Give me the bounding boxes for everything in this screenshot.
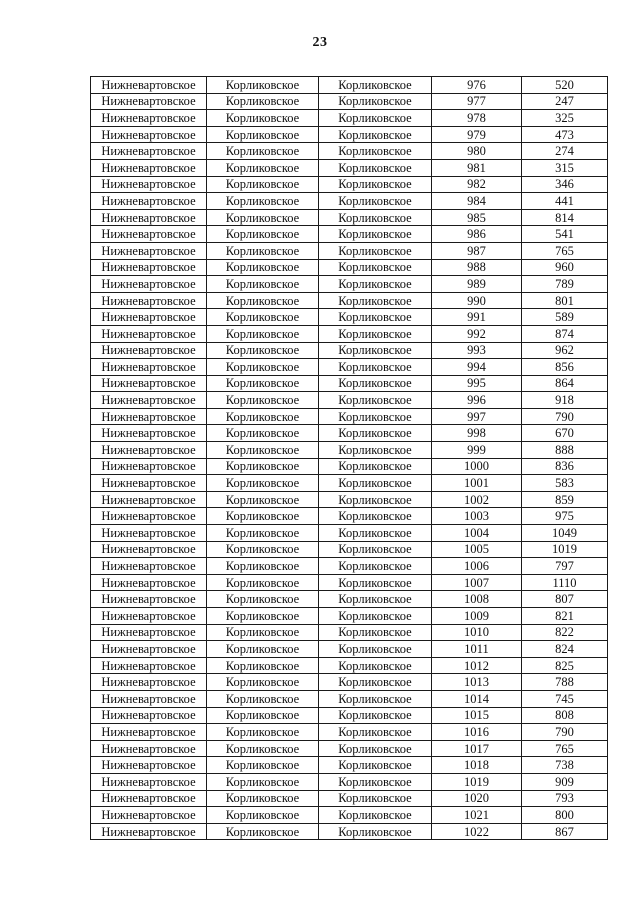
field-cell: Корликовское	[319, 126, 432, 143]
table-row	[91, 226, 608, 243]
value-cell: 670	[522, 425, 608, 442]
value-cell: 315	[522, 159, 608, 176]
well-number-cell: 995	[432, 375, 522, 392]
value-cell: 738	[522, 757, 608, 774]
field-cell: Корликовское	[319, 475, 432, 492]
field-cell: Корликовское	[319, 209, 432, 226]
table-row	[91, 110, 608, 127]
well-number-cell: 1007	[432, 574, 522, 591]
well-number-cell: 1022	[432, 823, 522, 840]
license-area-cell: Корликовское	[207, 425, 319, 442]
field-cell: Корликовское	[319, 77, 432, 94]
value-cell: 867	[522, 823, 608, 840]
region-cell: Нижневартовское	[91, 110, 207, 127]
well-number-cell: 986	[432, 226, 522, 243]
well-number-cell: 999	[432, 442, 522, 459]
region-cell: Нижневартовское	[91, 790, 207, 807]
region-cell: Нижневартовское	[91, 591, 207, 608]
table-row	[91, 657, 608, 674]
field-cell: Корликовское	[319, 724, 432, 741]
value-cell: 822	[522, 624, 608, 641]
field-cell: Корликовское	[319, 690, 432, 707]
table-row	[91, 707, 608, 724]
field-cell: Корликовское	[319, 425, 432, 442]
license-area-cell: Корликовское	[207, 790, 319, 807]
value-cell: 765	[522, 740, 608, 757]
region-cell: Нижневартовское	[91, 525, 207, 542]
well-number-cell: 977	[432, 93, 522, 110]
field-cell: Корликовское	[319, 807, 432, 824]
field-cell: Корликовское	[319, 541, 432, 558]
well-number-cell: 1016	[432, 724, 522, 741]
region-cell: Нижневартовское	[91, 508, 207, 525]
region-cell: Нижневартовское	[91, 624, 207, 641]
field-cell: Корликовское	[319, 110, 432, 127]
field-cell: Корликовское	[319, 259, 432, 276]
region-cell: Нижневартовское	[91, 77, 207, 94]
license-area-cell: Корликовское	[207, 292, 319, 309]
value-cell: 864	[522, 375, 608, 392]
table-row	[91, 525, 608, 542]
table-row	[91, 359, 608, 376]
table-row	[91, 392, 608, 409]
license-area-cell: Корликовское	[207, 574, 319, 591]
license-area-cell: Корликовское	[207, 209, 319, 226]
value-cell: 789	[522, 276, 608, 293]
well-number-cell: 1003	[432, 508, 522, 525]
well-number-cell: 1004	[432, 525, 522, 542]
license-area-cell: Корликовское	[207, 608, 319, 625]
field-cell: Корликовское	[319, 641, 432, 658]
field-cell: Корликовское	[319, 226, 432, 243]
field-cell: Корликовское	[319, 375, 432, 392]
table-row	[91, 193, 608, 210]
table-row	[91, 491, 608, 508]
field-cell: Корликовское	[319, 442, 432, 459]
license-area-cell: Корликовское	[207, 159, 319, 176]
table-row	[91, 309, 608, 326]
field-cell: Корликовское	[319, 657, 432, 674]
license-area-cell: Корликовское	[207, 259, 319, 276]
region-cell: Нижневартовское	[91, 259, 207, 276]
region-cell: Нижневартовское	[91, 690, 207, 707]
field-cell: Корликовское	[319, 773, 432, 790]
region-cell: Нижневартовское	[91, 558, 207, 575]
value-cell: 247	[522, 93, 608, 110]
well-number-cell: 982	[432, 176, 522, 193]
region-cell: Нижневартовское	[91, 823, 207, 840]
value-cell: 874	[522, 325, 608, 342]
field-cell: Корликовское	[319, 558, 432, 575]
well-number-cell: 980	[432, 143, 522, 160]
well-number-cell: 997	[432, 408, 522, 425]
table-row	[91, 641, 608, 658]
license-area-cell: Корликовское	[207, 491, 319, 508]
field-cell: Корликовское	[319, 325, 432, 342]
table-row	[91, 475, 608, 492]
value-cell: 825	[522, 657, 608, 674]
table-row	[91, 508, 608, 525]
table-row	[91, 325, 608, 342]
license-area-cell: Корликовское	[207, 773, 319, 790]
well-number-cell: 1002	[432, 491, 522, 508]
field-cell: Корликовское	[319, 823, 432, 840]
value-cell: 441	[522, 193, 608, 210]
records-table	[90, 76, 608, 840]
table-row	[91, 259, 608, 276]
region-cell: Нижневартовское	[91, 724, 207, 741]
value-cell: 824	[522, 641, 608, 658]
region-cell: Нижневартовское	[91, 176, 207, 193]
well-number-cell: 991	[432, 309, 522, 326]
table-row	[91, 790, 608, 807]
well-number-cell: 992	[432, 325, 522, 342]
table-row	[91, 624, 608, 641]
value-cell: 520	[522, 77, 608, 94]
well-number-cell: 1012	[432, 657, 522, 674]
license-area-cell: Корликовское	[207, 375, 319, 392]
table-row	[91, 608, 608, 625]
license-area-cell: Корликовское	[207, 325, 319, 342]
table-row	[91, 143, 608, 160]
table-row	[91, 757, 608, 774]
well-number-cell: 1020	[432, 790, 522, 807]
license-area-cell: Корликовское	[207, 525, 319, 542]
region-cell: Нижневартовское	[91, 226, 207, 243]
license-area-cell: Корликовское	[207, 408, 319, 425]
region-cell: Нижневартовское	[91, 292, 207, 309]
well-number-cell: 1015	[432, 707, 522, 724]
license-area-cell: Корликовское	[207, 458, 319, 475]
table-row	[91, 425, 608, 442]
table-row	[91, 740, 608, 757]
license-area-cell: Корликовское	[207, 359, 319, 376]
region-cell: Нижневартовское	[91, 425, 207, 442]
value-cell: 473	[522, 126, 608, 143]
license-area-cell: Корликовское	[207, 242, 319, 259]
field-cell: Корликовское	[319, 624, 432, 641]
region-cell: Нижневартовское	[91, 707, 207, 724]
license-area-cell: Корликовское	[207, 276, 319, 293]
table-row	[91, 574, 608, 591]
table-row	[91, 77, 608, 94]
region-cell: Нижневартовское	[91, 93, 207, 110]
well-number-cell: 978	[432, 110, 522, 127]
well-number-cell: 1000	[432, 458, 522, 475]
well-number-cell: 1010	[432, 624, 522, 641]
value-cell: 960	[522, 259, 608, 276]
well-number-cell: 1018	[432, 757, 522, 774]
license-area-cell: Корликовское	[207, 690, 319, 707]
well-number-cell: 993	[432, 342, 522, 359]
value-cell: 790	[522, 408, 608, 425]
value-cell: 1019	[522, 541, 608, 558]
license-area-cell: Корликовское	[207, 143, 319, 160]
table-row	[91, 442, 608, 459]
field-cell: Корликовское	[319, 292, 432, 309]
table-row	[91, 690, 608, 707]
well-number-cell: 985	[432, 209, 522, 226]
well-number-cell: 979	[432, 126, 522, 143]
field-cell: Корликовское	[319, 93, 432, 110]
license-area-cell: Корликовское	[207, 624, 319, 641]
value-cell: 808	[522, 707, 608, 724]
region-cell: Нижневартовское	[91, 193, 207, 210]
value-cell: 325	[522, 110, 608, 127]
well-number-cell: 1013	[432, 674, 522, 691]
value-cell: 589	[522, 309, 608, 326]
field-cell: Корликовское	[319, 740, 432, 757]
field-cell: Корликовское	[319, 608, 432, 625]
region-cell: Нижневартовское	[91, 491, 207, 508]
field-cell: Корликовское	[319, 276, 432, 293]
well-number-cell: 1014	[432, 690, 522, 707]
well-number-cell: 990	[432, 292, 522, 309]
license-area-cell: Корликовское	[207, 674, 319, 691]
value-cell: 918	[522, 392, 608, 409]
region-cell: Нижневартовское	[91, 740, 207, 757]
table-row	[91, 276, 608, 293]
value-cell: 765	[522, 242, 608, 259]
value-cell: 1049	[522, 525, 608, 542]
value-cell: 807	[522, 591, 608, 608]
region-cell: Нижневартовское	[91, 309, 207, 326]
license-area-cell: Корликовское	[207, 442, 319, 459]
license-area-cell: Корликовское	[207, 757, 319, 774]
region-cell: Нижневартовское	[91, 375, 207, 392]
table-row	[91, 807, 608, 824]
license-area-cell: Корликовское	[207, 724, 319, 741]
value-cell: 888	[522, 442, 608, 459]
field-cell: Корликовское	[319, 491, 432, 508]
well-number-cell: 1005	[432, 541, 522, 558]
well-number-cell: 976	[432, 77, 522, 94]
license-area-cell: Корликовское	[207, 110, 319, 127]
value-cell: 541	[522, 226, 608, 243]
value-cell: 801	[522, 292, 608, 309]
well-number-cell: 984	[432, 193, 522, 210]
region-cell: Нижневартовское	[91, 392, 207, 409]
license-area-cell: Корликовское	[207, 126, 319, 143]
region-cell: Нижневартовское	[91, 608, 207, 625]
field-cell: Корликовское	[319, 574, 432, 591]
table-row	[91, 126, 608, 143]
value-cell: 859	[522, 491, 608, 508]
license-area-cell: Корликовское	[207, 641, 319, 658]
well-number-cell: 1017	[432, 740, 522, 757]
region-cell: Нижневартовское	[91, 641, 207, 658]
value-cell: 800	[522, 807, 608, 824]
field-cell: Корликовское	[319, 591, 432, 608]
well-number-cell: 1009	[432, 608, 522, 625]
license-area-cell: Корликовское	[207, 541, 319, 558]
table-row	[91, 292, 608, 309]
region-cell: Нижневартовское	[91, 574, 207, 591]
field-cell: Корликовское	[319, 674, 432, 691]
table-row	[91, 209, 608, 226]
region-cell: Нижневартовское	[91, 143, 207, 160]
field-cell: Корликовское	[319, 159, 432, 176]
region-cell: Нижневартовское	[91, 209, 207, 226]
region-cell: Нижневартовское	[91, 159, 207, 176]
field-cell: Корликовское	[319, 242, 432, 259]
table-row	[91, 558, 608, 575]
value-cell: 745	[522, 690, 608, 707]
license-area-cell: Корликовское	[207, 77, 319, 94]
well-number-cell: 989	[432, 276, 522, 293]
field-cell: Корликовское	[319, 193, 432, 210]
table-row	[91, 242, 608, 259]
well-number-cell: 998	[432, 425, 522, 442]
table-row	[91, 458, 608, 475]
region-cell: Нижневартовское	[91, 242, 207, 259]
region-cell: Нижневартовское	[91, 757, 207, 774]
license-area-cell: Корликовское	[207, 740, 319, 757]
value-cell: 814	[522, 209, 608, 226]
region-cell: Нижневартовское	[91, 541, 207, 558]
value-cell: 836	[522, 458, 608, 475]
region-cell: Нижневартовское	[91, 807, 207, 824]
license-area-cell: Корликовское	[207, 591, 319, 608]
field-cell: Корликовское	[319, 707, 432, 724]
well-number-cell: 1008	[432, 591, 522, 608]
license-area-cell: Корликовское	[207, 707, 319, 724]
region-cell: Нижневартовское	[91, 342, 207, 359]
region-cell: Нижневартовское	[91, 674, 207, 691]
value-cell: 797	[522, 558, 608, 575]
value-cell: 975	[522, 508, 608, 525]
table-row	[91, 724, 608, 741]
region-cell: Нижневартовское	[91, 359, 207, 376]
well-number-cell: 1006	[432, 558, 522, 575]
well-number-cell: 988	[432, 259, 522, 276]
table-row	[91, 375, 608, 392]
table-row	[91, 591, 608, 608]
region-cell: Нижневартовское	[91, 657, 207, 674]
region-cell: Нижневартовское	[91, 408, 207, 425]
license-area-cell: Корликовское	[207, 508, 319, 525]
field-cell: Корликовское	[319, 408, 432, 425]
page-number: 23	[312, 35, 328, 50]
license-area-cell: Корликовское	[207, 226, 319, 243]
field-cell: Корликовское	[319, 143, 432, 160]
value-cell: 909	[522, 773, 608, 790]
field-cell: Корликовское	[319, 458, 432, 475]
license-area-cell: Корликовское	[207, 93, 319, 110]
value-cell: 790	[522, 724, 608, 741]
records-table-body	[91, 77, 608, 840]
region-cell: Нижневартовское	[91, 773, 207, 790]
region-cell: Нижневартовское	[91, 475, 207, 492]
field-cell: Корликовское	[319, 757, 432, 774]
value-cell: 821	[522, 608, 608, 625]
value-cell: 583	[522, 475, 608, 492]
value-cell: 1110	[522, 574, 608, 591]
license-area-cell: Корликовское	[207, 807, 319, 824]
well-number-cell: 981	[432, 159, 522, 176]
region-cell: Нижневартовское	[91, 276, 207, 293]
license-area-cell: Корликовское	[207, 309, 319, 326]
table-row	[91, 674, 608, 691]
region-cell: Нижневартовское	[91, 458, 207, 475]
license-area-cell: Корликовское	[207, 176, 319, 193]
field-cell: Корликовское	[319, 359, 432, 376]
region-cell: Нижневартовское	[91, 325, 207, 342]
well-number-cell: 1001	[432, 475, 522, 492]
well-number-cell: 987	[432, 242, 522, 259]
field-cell: Корликовское	[319, 342, 432, 359]
license-area-cell: Корликовское	[207, 392, 319, 409]
field-cell: Корликовское	[319, 392, 432, 409]
table-row	[91, 823, 608, 840]
value-cell: 788	[522, 674, 608, 691]
region-cell: Нижневартовское	[91, 442, 207, 459]
well-number-cell: 996	[432, 392, 522, 409]
field-cell: Корликовское	[319, 176, 432, 193]
table-row	[91, 176, 608, 193]
well-number-cell: 994	[432, 359, 522, 376]
table-row	[91, 93, 608, 110]
table-row	[91, 342, 608, 359]
license-area-cell: Корликовское	[207, 823, 319, 840]
well-number-cell: 1019	[432, 773, 522, 790]
value-cell: 793	[522, 790, 608, 807]
field-cell: Корликовское	[319, 309, 432, 326]
well-number-cell: 1021	[432, 807, 522, 824]
value-cell: 962	[522, 342, 608, 359]
field-cell: Корликовское	[319, 508, 432, 525]
region-cell: Нижневартовское	[91, 126, 207, 143]
table-row	[91, 773, 608, 790]
value-cell: 274	[522, 143, 608, 160]
license-area-cell: Корликовское	[207, 342, 319, 359]
license-area-cell: Корликовское	[207, 475, 319, 492]
table-row	[91, 159, 608, 176]
field-cell: Корликовское	[319, 790, 432, 807]
field-cell: Корликовское	[319, 525, 432, 542]
table-row	[91, 541, 608, 558]
value-cell: 346	[522, 176, 608, 193]
license-area-cell: Корликовское	[207, 657, 319, 674]
well-number-cell: 1011	[432, 641, 522, 658]
license-area-cell: Корликовское	[207, 558, 319, 575]
license-area-cell: Корликовское	[207, 193, 319, 210]
table-row	[91, 408, 608, 425]
value-cell: 856	[522, 359, 608, 376]
